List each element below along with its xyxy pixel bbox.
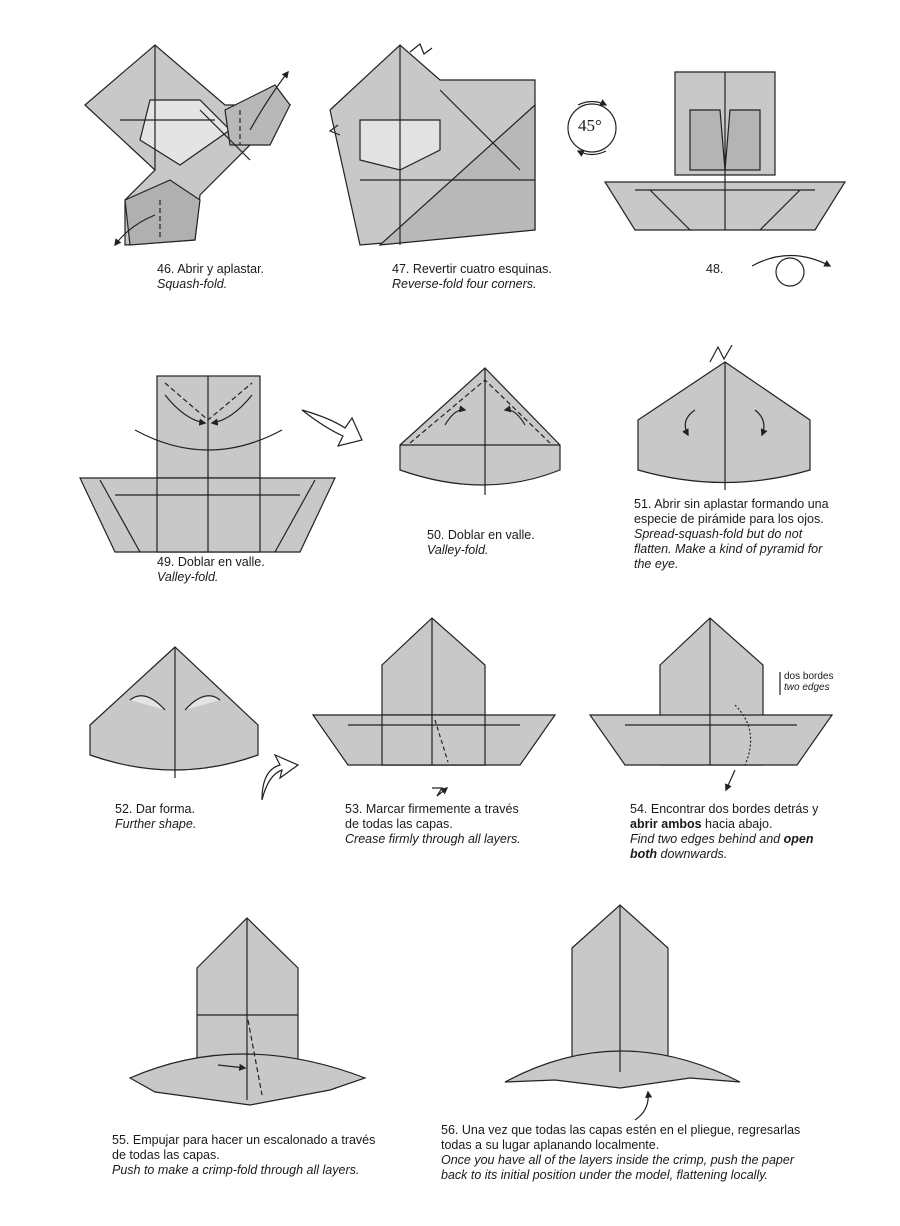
edges-note: dos bordes two edges <box>784 671 834 693</box>
step-48-caption: 48. <box>706 262 724 276</box>
rotation-label: 45° <box>578 116 602 135</box>
step-53-figure <box>313 618 555 796</box>
step-51-figure <box>638 345 810 490</box>
step-51-caption: 51. Abrir sin aplastar formando una especie de pirámide para los ojos. Spread-squash-fold but do not flatten. Make a kind of pyramid for the eye. <box>634 497 829 571</box>
step-47-figure <box>330 44 535 245</box>
step-54-caption: 54. Encontrar dos bordes detrás y abrir ambos hacia abajo. Find two edges behind and open both downwards. <box>630 802 819 861</box>
step-53-caption: 53. Marcar firmemente a través de todas las capas. Crease firmly through all layers. <box>345 802 521 846</box>
step-50-figure <box>400 368 560 495</box>
step-50-caption: 50. Doblar en valle. Valley-fold. <box>427 528 535 557</box>
step-56-caption: 56. Una vez que todas las capas estén en el pliegue, regresarlas todas a su lugar aplanando localmente. Once you have all of the layers inside the crimp, push the paper back to its initial position under the model, flattening locally. <box>441 1123 801 1182</box>
step-55-caption: 55. Empujar para hacer un escalonado a través de todas las capas. Push to make a crimp-fold through all layers. <box>112 1133 376 1177</box>
step-56-figure <box>505 905 740 1120</box>
turn-over-symbol <box>752 256 830 287</box>
step-49-caption: 49. Doblar en valle. Valley-fold. <box>157 555 265 584</box>
step-46-caption: 46. Abrir y aplastar. Squash-fold. <box>157 262 265 291</box>
step-52-figure <box>90 647 258 778</box>
step-54-figure <box>590 618 832 790</box>
step-48-figure <box>605 72 845 230</box>
step-52-caption: 52. Dar forma. Further shape. <box>115 802 197 831</box>
step-46-figure <box>85 45 290 245</box>
next-step-arrow-2 <box>262 755 298 800</box>
step-55-figure <box>130 918 365 1105</box>
step-47-caption: 47. Revertir cuatro esquinas. Reverse-fold four corners. <box>392 262 552 291</box>
step-49-figure <box>80 376 335 552</box>
next-step-arrow <box>302 410 362 446</box>
